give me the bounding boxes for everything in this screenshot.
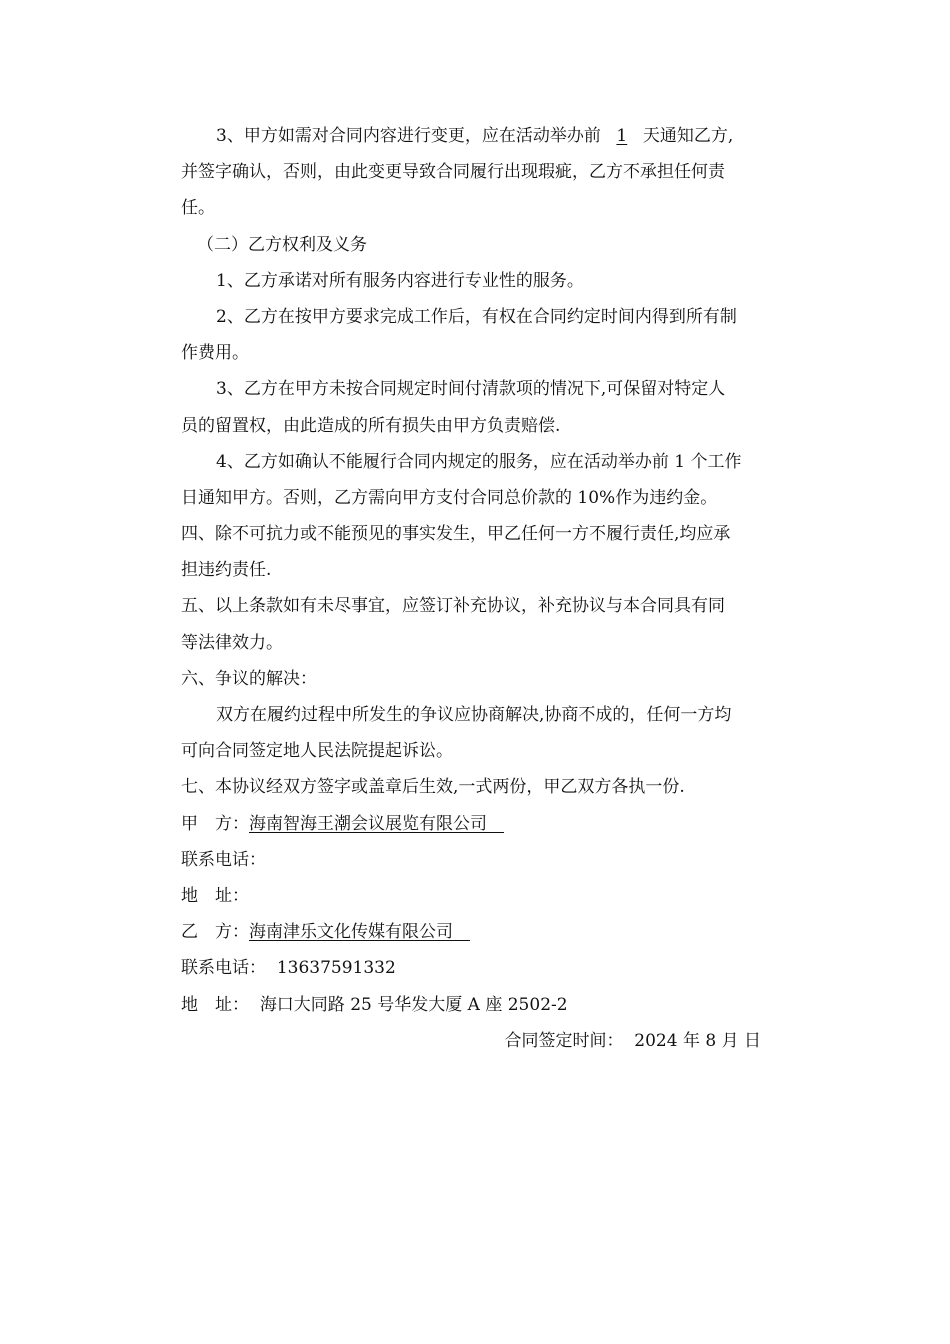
- section-5-line1: 五、以上条款如有未尽事宜，应签订补充协议，补充协议与本合同具有同: [181, 596, 725, 617]
- clause-a3-line3: 任。: [181, 198, 215, 219]
- clause-b3-line1: 3、乙方在甲方未按合同规定时间付清款项的情况下,可保留对特定人: [216, 379, 726, 400]
- party-a-address-row: [181, 878, 807, 914]
- section-6-line2: 可向合同签定地人民法院提起诉讼。: [181, 741, 453, 762]
- clause-text: 3、甲方如需对合同内容进行变更，应在活动举办前: [216, 126, 601, 146]
- party-b-address-row: [181, 987, 807, 1023]
- party-a-name: 海南智海王潮会议展览有限公司: [249, 813, 504, 834]
- contract-page: [181, 118, 807, 1059]
- party-b-phone: 13637591332: [276, 958, 396, 979]
- signing-date: 2024 年 8 月 日: [634, 1030, 761, 1051]
- signing-date-row: [181, 1023, 807, 1059]
- party-a-phone-row: [181, 842, 807, 878]
- party-a-phone-label: 联系电话：: [181, 849, 266, 870]
- section-4-line2: 担违约责任.: [181, 560, 272, 581]
- clause-a3-line1: [181, 118, 807, 154]
- party-a-row: [181, 806, 807, 842]
- party-a-label: 甲 方：: [181, 813, 249, 834]
- party-b-address: 海口大同路 25 号华发大厦 A 座 2502-2: [259, 994, 568, 1015]
- section-5-line2: 等法律效力。: [181, 632, 283, 653]
- party-b-phone-row: [181, 950, 807, 986]
- section-b-heading: （二）乙方权利及义务: [197, 234, 367, 255]
- section-4-line1: 四、除不可抗力或不能预见的事实发生，甲乙任何一方不履行责任,均应承: [181, 524, 731, 545]
- party-b-address-label: 地 址：: [181, 994, 249, 1015]
- notice-days-blank: 1: [616, 126, 628, 146]
- clause-b2-line1: 2、乙方在按甲方要求完成工作后，有权在合同约定时间内得到所有制: [216, 306, 737, 327]
- party-b-phone-label: 联系电话：: [181, 958, 266, 979]
- clause-b4-line1: 4、乙方如确认不能履行合同内规定的服务，应在活动举办前 1 个工作: [216, 451, 742, 472]
- party-b-row: [181, 914, 807, 950]
- clause-b4-line2: 日通知甲方。否则，乙方需向甲方支付合同总价款的 10%作为违约金。: [181, 487, 718, 508]
- section-6-line1: 双方在履约过程中所发生的争议应协商解决,协商不成的，任何一方均: [216, 705, 732, 725]
- clause-b1: 1、乙方承诺对所有服务内容进行专业性的服务。: [216, 270, 584, 291]
- signing-date-label: 合同签定时间：: [504, 1030, 624, 1051]
- clause-b2-line2: 作费用。: [181, 343, 249, 364]
- clause-b3-line2: 员的留置权，由此造成的所有损失由甲方负责赔偿.: [181, 415, 561, 436]
- party-a-address-label: 地 址：: [181, 885, 249, 906]
- party-b-name: 海南津乐文化传媒有限公司: [249, 922, 470, 943]
- clause-a3-line2: 并签字确认，否则，由此变更导致合同履行出现瑕疵，乙方不承担任何责: [181, 162, 725, 183]
- party-b-label: 乙 方：: [181, 922, 249, 943]
- section-7: 七、本协议经双方签字或盖章后生效,一式两份，甲乙双方各执一份.: [181, 777, 685, 798]
- section-6-heading: 六、争议的解决：: [181, 668, 317, 689]
- clause-text: 天通知乙方,: [642, 126, 734, 146]
